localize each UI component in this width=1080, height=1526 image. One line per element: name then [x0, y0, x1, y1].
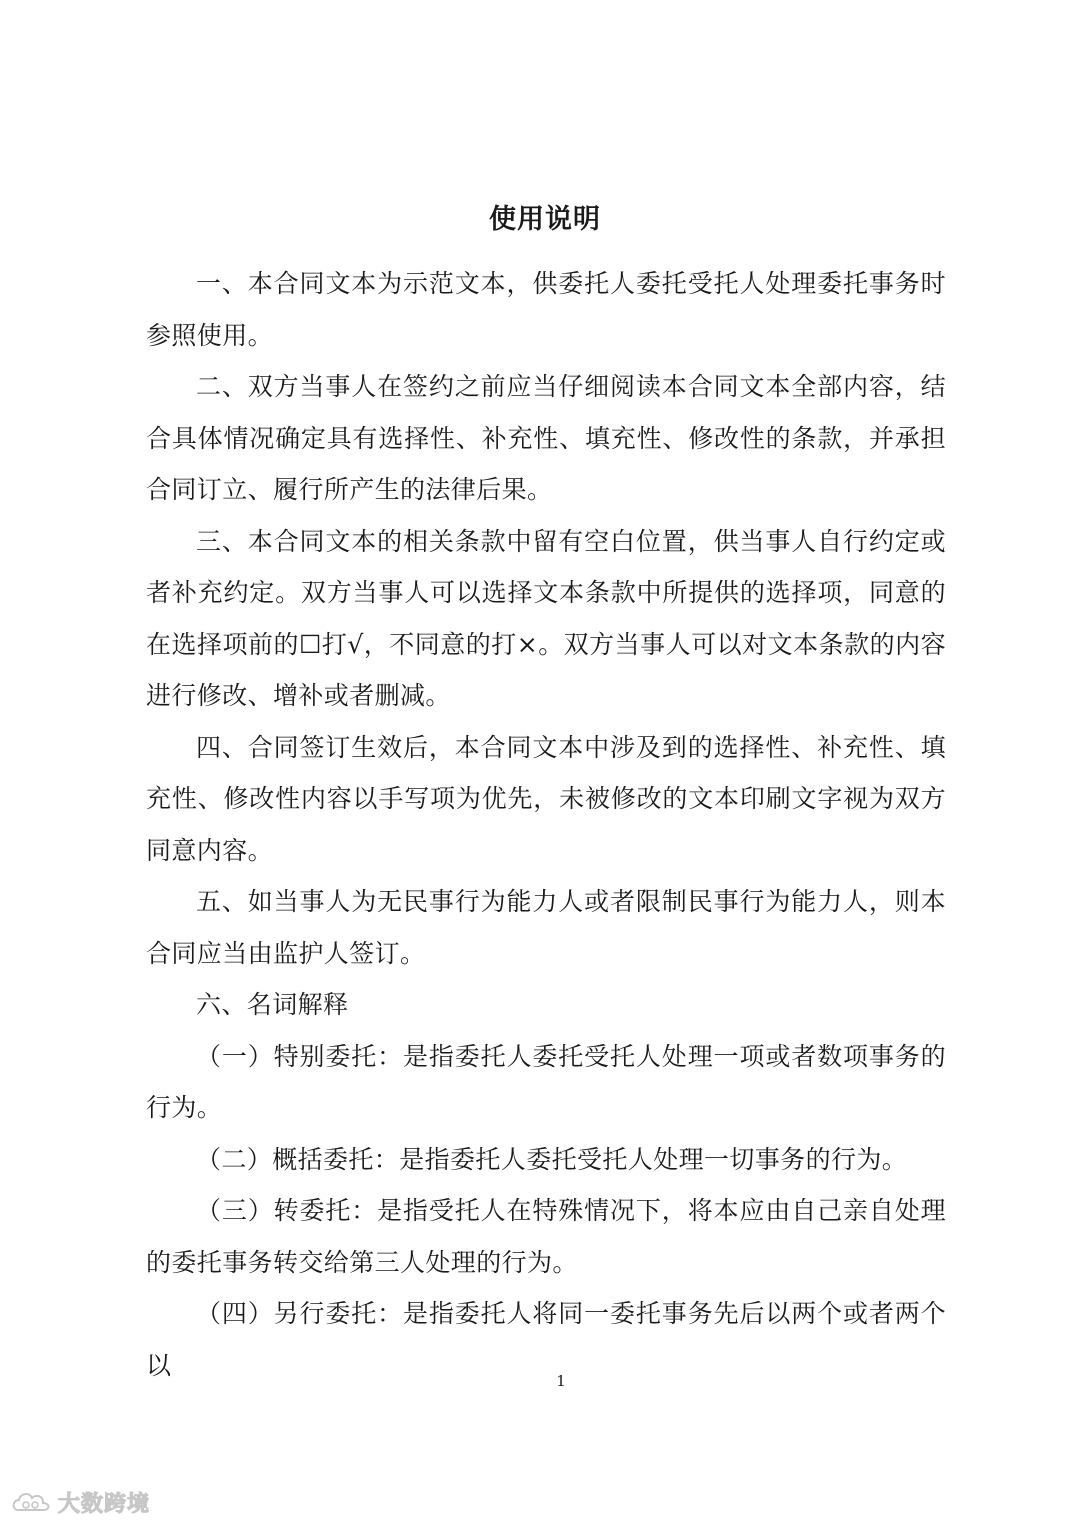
watermark	[10, 1486, 150, 1518]
paragraph-4: 四、合同签订生效后，本合同文本中涉及到的选择性、补充性、填充性、修改性内容以手写项为优先，未被修改的文本印刷文字视为双方同意内容。	[146, 732, 946, 865]
definition-special-entrustment: （一）特别委托：是指委托人委托受托人处理一项或者数项事务的行为。	[146, 1041, 946, 1122]
definition-sub-entrustment: （三）转委托：是指受托人在特殊情况下，将本应由自己亲自处理的委托事务转交给第三人处理的行为。	[146, 1196, 946, 1277]
page-number: 1	[556, 1372, 566, 1390]
cloud-logo-icon	[10, 1488, 54, 1516]
paragraph-1: 一、本合同文本为示范文本，供委托人委托受托人处理委托事务时参照使用。	[146, 269, 946, 350]
page-title: 使用说明	[489, 204, 601, 235]
section-heading-definitions: 六、名词解释	[196, 990, 349, 1019]
paragraph-3: 三、本合同文本的相关条款中留有空白位置，供当事人自行约定或者补充约定。双方当事人可以选择文本条款中所提供的选择项，同意的在选择项前的☐打√，不同意的打×。双方当事人可以对文本条款的内容进行修改、增补或者删减。	[146, 526, 946, 710]
paragraph-2: 二、双方当事人在签约之前应当仔细阅读本合同文本全部内容，结合具体情况确定具有选择性、补充性、填充性、修改性的条款，并承担合同订立、履行所产生的法律后果。	[146, 372, 946, 504]
paragraph-5: 五、如当事人为无民事行为能力人或者限制民事行为能力人，则本合同应当由监护人签订。	[146, 887, 946, 968]
document-body	[146, 258, 946, 1391]
watermark-text: 大数跨境	[58, 1491, 151, 1517]
definition-separate-entrustment: （四）另行委托：是指委托人将同一委托事务先后以两个或者两个以	[146, 1299, 946, 1380]
definition-general-entrustment: （二）概括委托：是指委托人委托受托人处理一切事务的行为。	[196, 1144, 908, 1174]
